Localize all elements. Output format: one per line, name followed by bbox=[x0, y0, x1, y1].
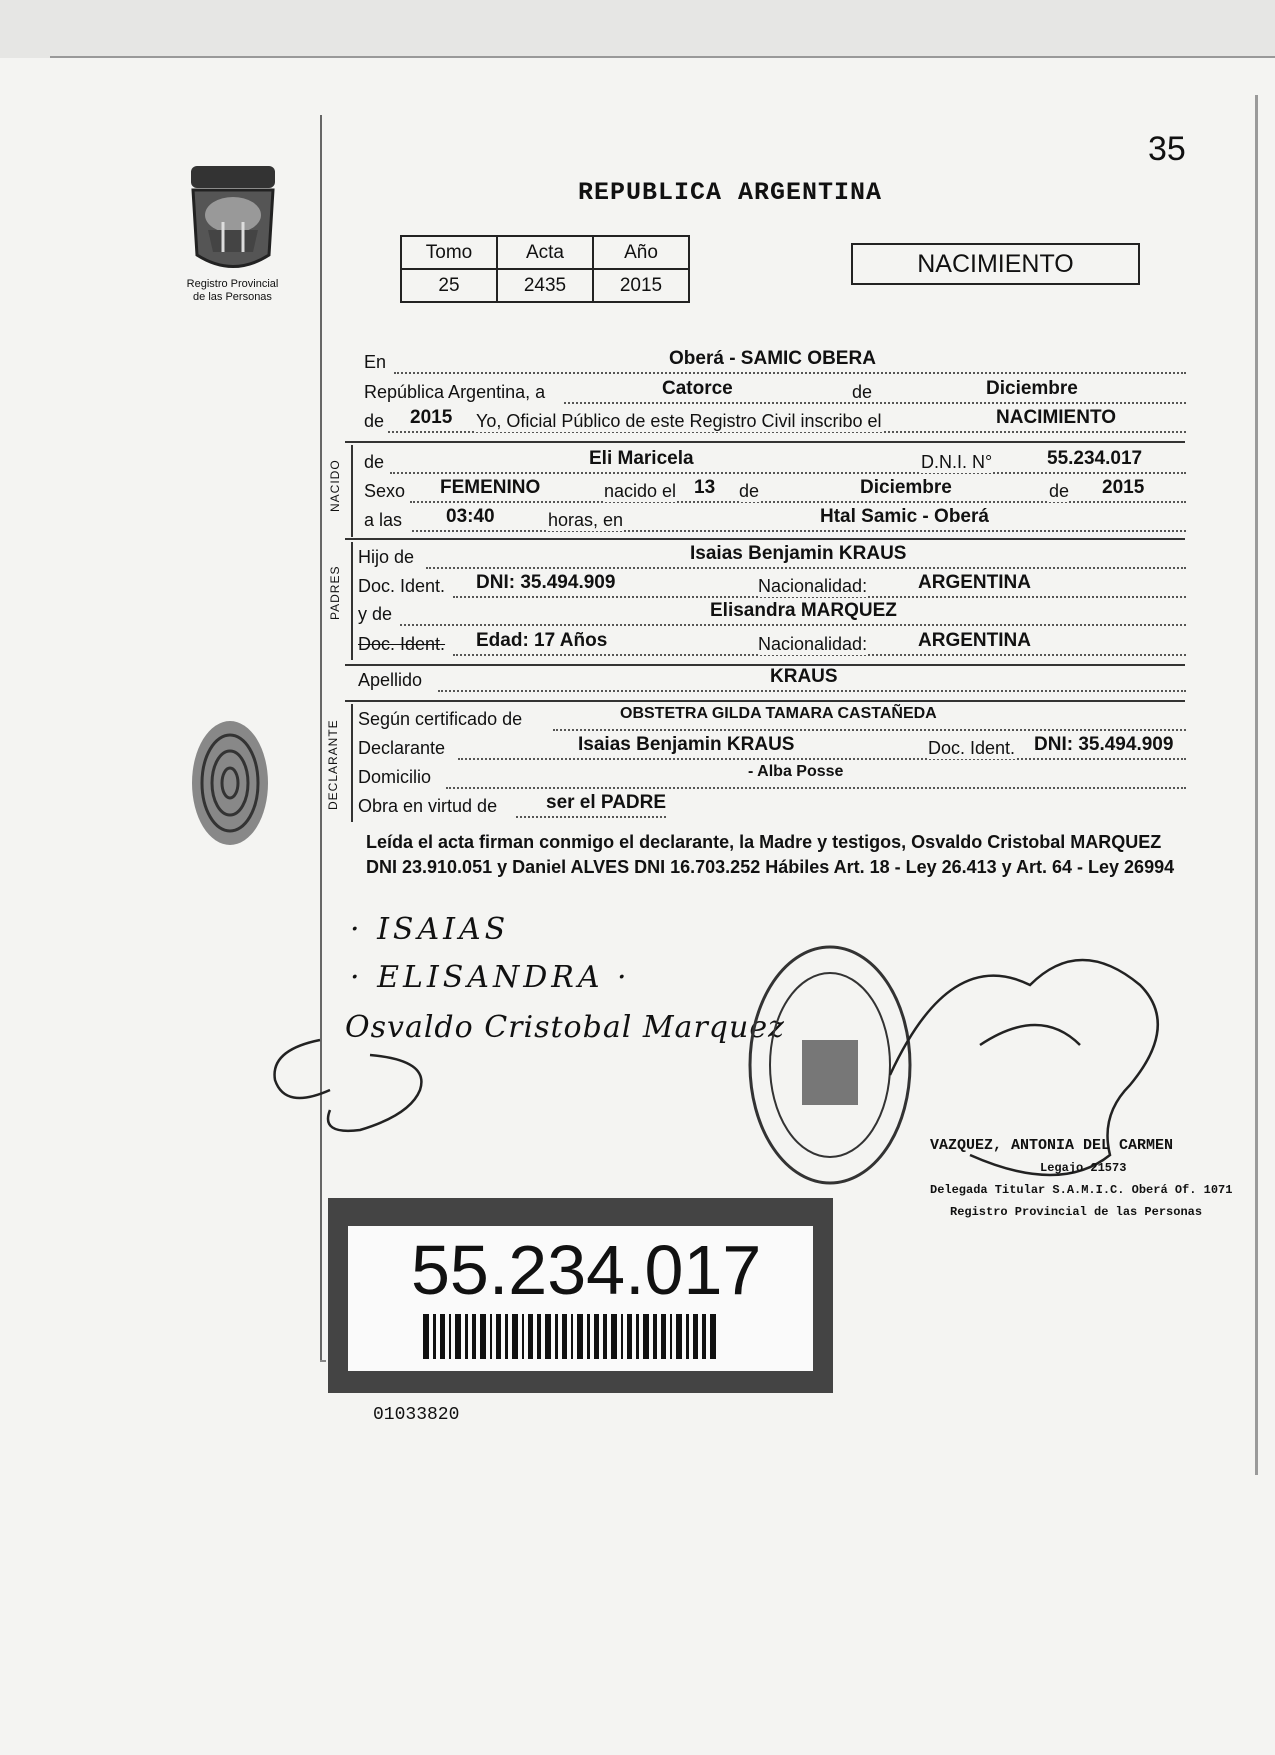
label-republica: República Argentina, a bbox=[364, 382, 546, 402]
reference-table-values bbox=[401, 269, 689, 302]
label-de: de bbox=[364, 411, 385, 431]
section-bracket bbox=[351, 704, 353, 822]
label-doc-ident: Doc. Ident. bbox=[358, 576, 446, 596]
line-child-name bbox=[364, 448, 1186, 478]
ref-header-tomo: Tomo bbox=[401, 236, 497, 269]
label-doc-ident: Doc. Ident. bbox=[928, 738, 1016, 758]
scan-edge-right bbox=[1255, 95, 1258, 1475]
reference-table bbox=[400, 235, 690, 303]
line-certificate bbox=[358, 705, 1186, 735]
line-place bbox=[364, 348, 1186, 378]
value-day-words: Catorce bbox=[662, 378, 733, 399]
label-de: de bbox=[739, 481, 760, 501]
fingerprint-icon bbox=[185, 715, 275, 850]
label-alas: a las bbox=[364, 510, 403, 530]
ref-value-acta: 2435 bbox=[497, 269, 593, 302]
value-father: Isaias Benjamin KRAUS bbox=[690, 543, 907, 564]
line-mother-doc bbox=[358, 630, 1186, 660]
side-label-declarante: DECLARANTE bbox=[326, 719, 340, 810]
dotted-rule bbox=[553, 729, 1186, 731]
label-de: de bbox=[1049, 481, 1070, 501]
signature-osvaldo: Osvaldo Cristobal Marquez bbox=[345, 1010, 785, 1045]
ref-header-acta: Acta bbox=[497, 236, 593, 269]
ref-value-ano: 2015 bbox=[593, 269, 689, 302]
value-declarant-doc: DNI: 35.494.909 bbox=[1034, 734, 1174, 755]
official-name: VAZQUEZ, ANTONIA DEL CARMEN bbox=[930, 1137, 1174, 1154]
reference-table-header bbox=[401, 236, 689, 269]
label-nacido: nacido el bbox=[604, 481, 677, 501]
signature-elisandra: · ELISANDRA · bbox=[350, 960, 631, 995]
section-divider bbox=[345, 700, 1185, 702]
label-dni: D.N.I. N° bbox=[921, 452, 993, 472]
dotted-rule bbox=[412, 530, 1186, 532]
line-father bbox=[358, 543, 1186, 573]
id-number: 55.234.017 bbox=[411, 1231, 762, 1309]
line-sex-birthdate bbox=[364, 477, 1186, 507]
label-horas: horas, en bbox=[548, 510, 624, 530]
value-obra: ser el PADRE bbox=[546, 792, 667, 813]
section-divider bbox=[345, 441, 1185, 443]
dotted-rule bbox=[438, 690, 1186, 692]
scan-edge bbox=[0, 0, 1275, 58]
registry-crest-icon bbox=[183, 160, 283, 278]
label-de: de bbox=[852, 382, 873, 402]
line-domicilio bbox=[358, 763, 1186, 793]
value-mother-doc: Edad: 17 Años bbox=[476, 630, 608, 651]
logo-caption-line2: de las Personas bbox=[193, 291, 272, 303]
serial-number: 01033820 bbox=[373, 1405, 460, 1425]
value-mother-nationality: ARGENTINA bbox=[918, 630, 1031, 651]
value-act: NACIMIENTO bbox=[996, 407, 1116, 428]
page-number: 35 bbox=[1148, 130, 1186, 168]
signature-scribble-icon bbox=[260, 1020, 440, 1140]
side-label-padres: PADRES bbox=[328, 565, 342, 620]
label-segun-certificado: Según certificado de bbox=[358, 709, 523, 729]
section-divider bbox=[345, 538, 1185, 540]
value-birth-place: Htal Samic - Oberá bbox=[820, 506, 989, 527]
line-father-doc bbox=[358, 572, 1186, 602]
value-month: Diciembre bbox=[986, 378, 1078, 399]
dotted-rule bbox=[458, 758, 1186, 760]
label-obra: Obra en virtud de bbox=[358, 796, 498, 816]
value-domicilio: - Alba Posse bbox=[748, 763, 844, 780]
line-obra bbox=[358, 792, 1186, 822]
value-birth-time: 03:40 bbox=[446, 506, 495, 527]
value-declarant: Isaias Benjamin KRAUS bbox=[578, 734, 795, 755]
official-signature-block bbox=[930, 1135, 1232, 1223]
ref-value-tomo: 25 bbox=[401, 269, 497, 302]
ref-header-ano: Año bbox=[593, 236, 689, 269]
document-type-box: NACIMIENTO bbox=[851, 243, 1140, 285]
label-en: En bbox=[364, 352, 387, 372]
value-year: 2015 bbox=[410, 407, 453, 428]
line-year bbox=[364, 407, 1186, 437]
line-date bbox=[364, 378, 1186, 408]
label-nacionalidad: Nacionalidad: bbox=[758, 634, 868, 654]
value-certificate: OBSTETRA GILDA TAMARA CASTAÑEDA bbox=[620, 705, 937, 722]
label-doc-ident-struck: Doc. Ident. bbox=[358, 634, 446, 654]
dotted-rule bbox=[446, 787, 1186, 789]
official-legajo: Legajo 21573 bbox=[1040, 1161, 1127, 1175]
label-yo: Yo, Oficial Público de este Registro Civil inscribo el bbox=[476, 411, 882, 431]
dotted-rule bbox=[400, 624, 1186, 626]
value-child-dni: 55.234.017 bbox=[1047, 448, 1143, 469]
dotted-rule bbox=[426, 567, 1186, 569]
label-y-de: y de bbox=[358, 604, 393, 624]
side-label-nacido: NACIDO bbox=[328, 459, 342, 512]
label-hijo-de: Hijo de bbox=[358, 547, 415, 567]
margin-rule bbox=[320, 115, 322, 1360]
value-child-name: Eli Maricela bbox=[589, 448, 694, 469]
dotted-rule bbox=[394, 372, 1186, 374]
value-apellido: KRAUS bbox=[770, 666, 838, 687]
section-bracket bbox=[351, 542, 353, 660]
official-org: Registro Provincial de las Personas bbox=[950, 1205, 1203, 1219]
value-birth-month: Diciembre bbox=[860, 477, 952, 498]
label-domicilio: Domicilio bbox=[358, 767, 432, 787]
section-bracket bbox=[351, 445, 353, 537]
line-declarant bbox=[358, 734, 1186, 764]
line-mother bbox=[358, 600, 1186, 630]
document-title: REPUBLICA ARGENTINA bbox=[578, 178, 883, 207]
dotted-rule bbox=[516, 816, 666, 818]
official-role: Delegada Titular S.A.M.I.C. Oberá Of. 1071 bbox=[930, 1183, 1233, 1197]
line-time-place bbox=[364, 506, 1186, 536]
dotted-rule bbox=[390, 472, 1186, 474]
dotted-rule bbox=[564, 402, 1186, 404]
value-father-nationality: ARGENTINA bbox=[918, 572, 1031, 593]
logo-caption-line1: Registro Provincial bbox=[186, 278, 279, 290]
label-declarante: Declarante bbox=[358, 738, 446, 758]
value-mother: Elisandra MARQUEZ bbox=[710, 600, 897, 621]
value-father-doc: DNI: 35.494.909 bbox=[476, 572, 616, 593]
label-nacionalidad: Nacionalidad: bbox=[758, 576, 868, 596]
id-label bbox=[328, 1198, 833, 1393]
label-apellido: Apellido bbox=[358, 670, 423, 690]
label-de: de bbox=[364, 452, 385, 472]
dotted-rule bbox=[410, 501, 1186, 503]
id-label-inner bbox=[348, 1226, 813, 1371]
logo-caption bbox=[165, 278, 300, 304]
label-sexo: Sexo bbox=[364, 481, 406, 501]
line-apellido bbox=[358, 666, 1186, 696]
value-place: Oberá - SAMIC OBERA bbox=[669, 348, 876, 369]
value-birth-day: 13 bbox=[694, 477, 716, 498]
value-birth-year: 2015 bbox=[1102, 477, 1145, 498]
barcode-icon bbox=[423, 1314, 723, 1359]
value-sexo: FEMENINO bbox=[440, 477, 541, 498]
closing-statement: Leída el acta firman conmigo el declarante, la Madre y testigos, Osvaldo Cristobal MARQUEZ DNI 23.910.051 y Daniel ALVES DNI 16.703.252 Hábiles Art. 18 - Ley 26.413 y Art. 64 - Ley 26994 bbox=[366, 832, 1175, 877]
signature-isaias: · ISAIAS bbox=[350, 912, 510, 947]
